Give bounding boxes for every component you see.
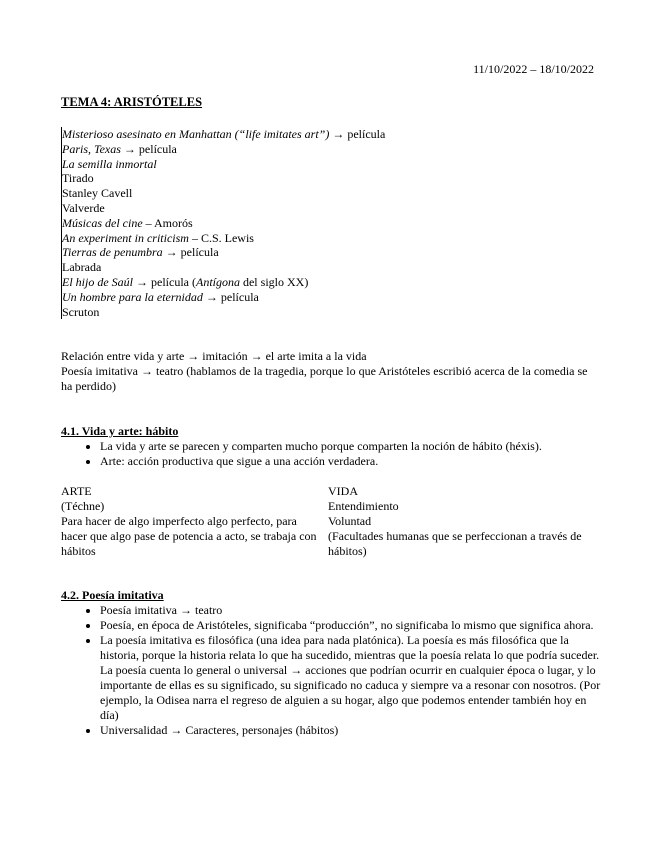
ref-item	[62, 127, 385, 142]
list-item: • La vida y arte se parecen y comparten mucho porque comparten la noción de hábito (héxis).	[100, 439, 601, 454]
ref-title: Paris, Texas	[62, 141, 121, 156]
ref-title: La semilla inmortal	[62, 156, 157, 171]
ref-item	[62, 157, 385, 172]
ref-title: Misterioso asesinato en Manhattan (“life imitates art”)	[62, 127, 330, 141]
page-title: TEMA 4: ARISTÓTELES	[61, 95, 203, 109]
vida-column	[328, 484, 586, 559]
references-list	[61, 127, 385, 319]
ref-note: del siglo XX)	[239, 274, 309, 289]
ref-item	[62, 142, 385, 157]
ref-item	[62, 290, 385, 305]
section-heading: 4.1. Vida y arte: hábito	[61, 424, 179, 438]
ref-title: Un hombre para la eternidad	[62, 289, 203, 304]
ref-item	[62, 305, 385, 320]
bullet-list	[61, 603, 601, 738]
column-heading: VIDA	[328, 484, 358, 498]
ref-item	[62, 171, 385, 186]
list-item: • Universalidad → Caracteres, personajes (hábitos)	[100, 723, 601, 738]
ref-item	[62, 231, 385, 246]
ref-note: – Amorós	[142, 215, 193, 230]
intro-line: Relación entre vida y arte → imitación → el arte imita a la vida	[61, 349, 367, 363]
arte-column	[61, 484, 319, 559]
bullet-list	[61, 439, 601, 469]
ref-title: Tierras de penumbra	[62, 245, 163, 260]
column-line: Voluntad	[328, 514, 372, 528]
column-line: Entendimiento	[328, 499, 399, 513]
list-item: • Poesía, en época de Aristóteles, significaba “producción”, no significaba lo mismo que significa ahora.	[100, 618, 601, 633]
ref-title: El hijo de Saúl	[62, 274, 133, 289]
ref-item	[62, 260, 385, 275]
column-line: Para hacer de algo imperfecto algo perfecto, para hacer que algo pase de potencia a acto, se trabaja con hábitos	[61, 514, 317, 558]
list-item: • Arte: acción productiva que sigue a una acción verdadera.	[100, 454, 601, 469]
ref-note: Stanley Cavell	[62, 186, 133, 201]
ref-note: Tirado	[62, 171, 94, 186]
ref-note: Scruton	[62, 304, 100, 319]
ref-note: Labrada	[62, 260, 102, 275]
ref-title: Músicas del cine	[62, 215, 143, 230]
column-heading: ARTE	[61, 484, 92, 498]
ref-note: → película	[329, 127, 386, 141]
ref-note: Valverde	[62, 200, 105, 215]
ref-note: → película (	[133, 274, 196, 289]
section-4-1	[61, 424, 601, 469]
column-line: (Facultades humanas que se perfeccionan a través de hábitos)	[328, 529, 582, 558]
date-range: 11/10/2022 – 18/10/2022	[473, 62, 594, 76]
list-item: • La poesía imitativa es filosófica (una idea para nada platónica). La poesía es más filosófica que la historia, porque la historia relata lo que ha sucedido, mientras que la poesía relata lo que podría suceder. La poesía cuenta lo general o universal → acciones que podrían ocurrir en cualquier época o lugar, y lo importante de ellas es su significado, su significado no caduca y siempre va a resonar con nosotros. (Por ejemplo, la Odisea narra el regreso de alguien a su hogar, algo que podemos entender también hoy en día)	[100, 633, 601, 723]
ref-item	[62, 186, 385, 201]
ref-note: → película	[120, 141, 177, 156]
ref-title: An experiment in criticism	[62, 230, 189, 245]
ref-item	[62, 216, 385, 231]
ref-note: → película	[162, 245, 219, 260]
ref-item	[62, 245, 385, 260]
section-heading: 4.2. Poesía imitativa	[61, 588, 164, 602]
column-line: (Téchne)	[61, 499, 105, 513]
ref-note: → película	[202, 289, 259, 304]
intro-line: Poesía imitativa → teatro (hablamos de la tragedia, porque lo que Aristóteles escribió acerca de la comedia se ha perdido)	[61, 364, 588, 393]
ref-title: Antígona	[195, 274, 240, 289]
ref-item	[62, 201, 385, 216]
section-4-2	[61, 588, 601, 738]
ref-note: – C.S. Lewis	[188, 230, 254, 245]
list-item: • Poesía imitativa → teatro	[100, 603, 601, 618]
ref-item	[62, 275, 385, 290]
intro-section	[61, 349, 601, 394]
